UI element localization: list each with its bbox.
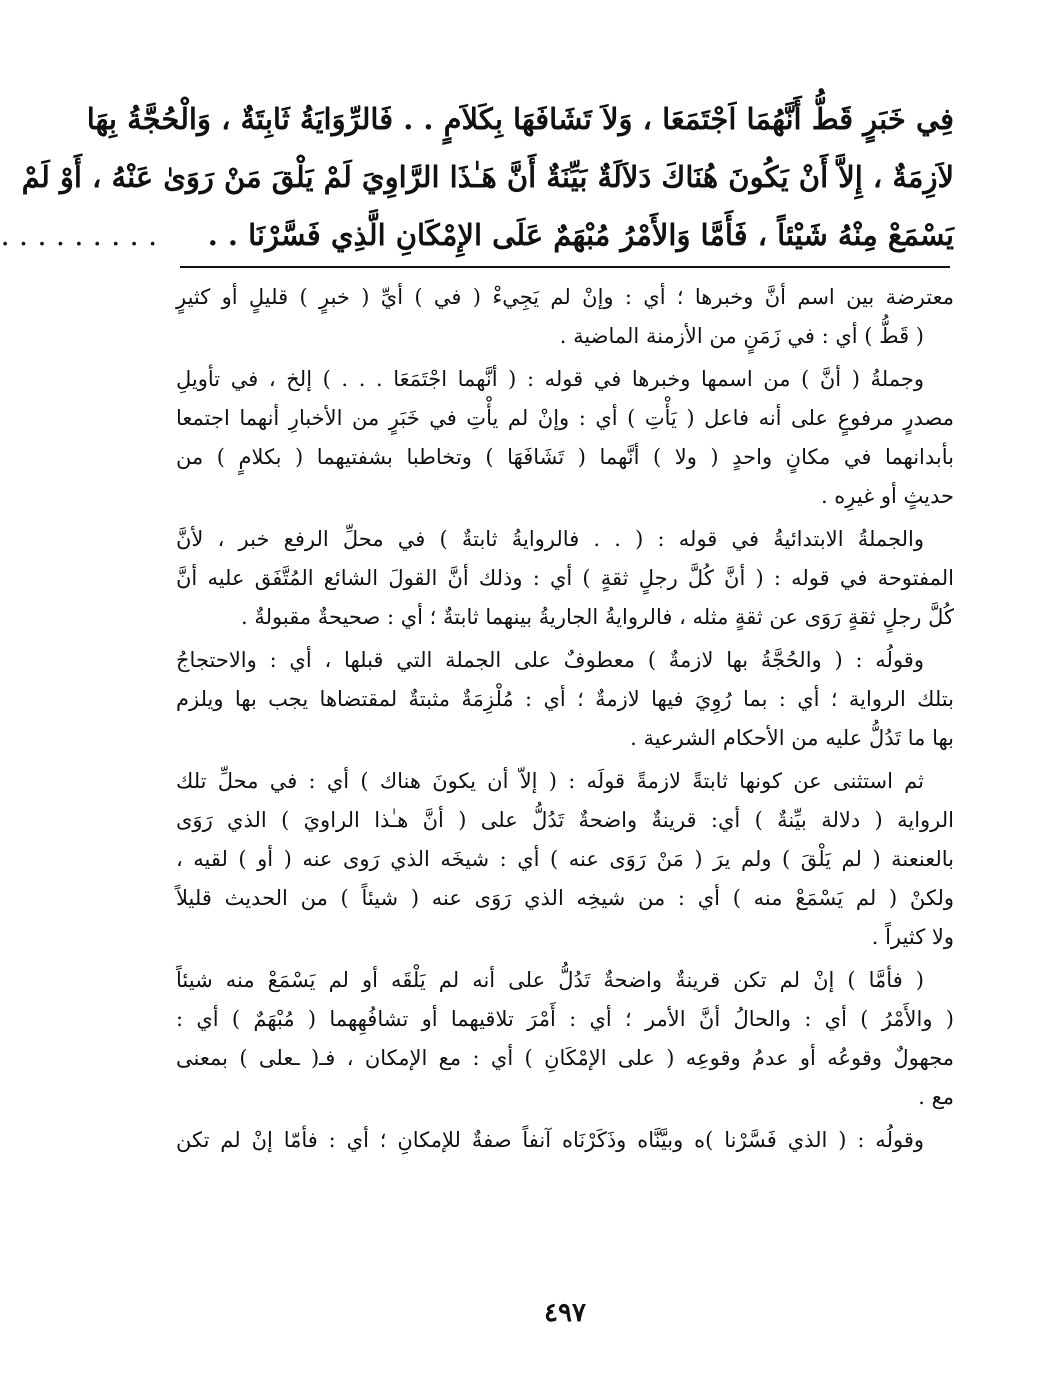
commentary-line: المفتوحة في قوله : ( أنَّ كُلَّ رجلٍ ثقةٍ ) أي : وذلك أنَّ القولَ الشائع المُتَّفَق عليه أنَّ — [176, 566, 954, 590]
commentary-line: بتلك الرواية ؛ أي : بما رُوِيَ فيها لازمةٌ ؛ أي : مُلْزِمَةٌ مثبتةٌ لمقتضاها يجب بها ويلزم — [176, 687, 954, 711]
commentary-paragraph — [176, 641, 954, 758]
commentary-line: مجهولٌ وقوعُه أو عدمُ وقوعِه ( على الإمْكَانِ ) أي : مع الإمكان ، فـ( ـعلى ) بمعنى — [176, 1046, 954, 1070]
commentary-line: ( فأمَّا ) إنْ لم تكن قرينةٌ واضحةٌ تَدُلُّ على أنه لم يَلْقَه أو لم يَسْمَعْ منه شيئاً — [176, 968, 924, 992]
main-text-line: لاَزِمَةٌ ، إِلاَّ أَنْ يَكُونَ هُنَاكَ دَلاَلَةٌ بَيِّنَةٌ أَنَّ هَـٰذَا الرَّاوِيَ لَمْ يَلْقَ مَنْ رَوَىٰ عَنْهُ ، أَوْ لَمْ — [21, 160, 954, 194]
commentary-line: وقولُه : ( والحُجَّةُ بها لازمةٌ ) معطوفٌ على الجملة التي قبلها ، أي : والاحتجاجُ — [176, 648, 924, 672]
main-text-line-text: يَسْمَعْ مِنْهُ شَيْئاً ، فَأَمَّا وَالأَمْرُ مُبْهَمٌ عَلَى الإِمْكَانِ الَّذِي فَسَّرْنَا . . — [207, 218, 954, 252]
commentary-paragraph — [176, 360, 954, 516]
commentary-paragraph — [176, 520, 954, 637]
commentary-line: كُلَّ رجلٍ ثقةٍ رَوَى عن ثقةٍ مثله ، فالروايةُ الجاريةُ بينهما ثابتةٌ ؛ أي : صحيحةٌ مقبولةٌ . — [241, 605, 954, 629]
commentary-line: وجملةُ ( أنَّ ) من اسمها وخبرها في قوله : ( أنَّهما اجْتَمَعَا . . . ) إلخ ، في تأويلِ — [176, 367, 924, 391]
commentary-line: معترضة بين اسم أنَّ وخبرها ؛ أي : وإنْ لم يَجِيءْ ( في ) أيِّ ( خبرٍ ) قليلٍ أو كثيرٍ — [176, 285, 954, 309]
commentary-line: ( والأَمْرُ ) أي : والحالُ أنَّ الأمر ؛ أي : أَمْرَ تلاقيهما أو تشافُهِهما ( مُبْهَمٌ ) أي : — [176, 1007, 954, 1031]
commentary-line: والجملةُ الابتدائيةُ في قوله : ( . . فالروايةُ ثابتةٌ ) في محلِّ الرفع خبر ، لأنَّ — [176, 527, 924, 551]
commentary-line: ( قَطُّ ) أي : في زَمَنٍ من الأزمنة الماضية . — [559, 324, 924, 348]
commentary-paragraph — [176, 762, 954, 957]
main-text-line — [0, 206, 954, 264]
commentary-line: ثم استثنى عن كونها ثابتةً لازمةً قولَه : ( إلاّ أن يكونَ هناك ) أي : في محلِّ تلك — [176, 769, 924, 793]
separator-rule — [180, 266, 950, 268]
commentary-line: مع . — [918, 1085, 954, 1109]
commentary-line: ولا كثيراً . — [871, 925, 954, 949]
commentary-line: وقولُه : ( الذي فَسَّرْنا )ه وبيَّنَّاه وذَكَرْنَاه آنفاً صفةٌ للإمكانِ ؛ أي : فأمّا إنْ لم تكن — [176, 1128, 924, 1152]
commentary-line: مصدرٍ مرفوعٍ على أنه فاعل ( يَأْتِ ) أي : وإنْ لم يأْتِ في خَبَرٍ من الأخبارِ أنهما اجتمعا — [176, 406, 954, 430]
commentary-line: بها ما تَدُلُّ عليه من الأحكام الشرعية . — [630, 726, 954, 750]
commentary-paragraph — [176, 278, 954, 356]
commentary-paragraph — [176, 961, 954, 1117]
trailing-dots: . . . . . . . . . — [0, 218, 158, 252]
page-number: ٤٩٧ — [544, 1298, 586, 1328]
commentary-line: بأبدانهما في مكانٍ واحدٍ ( ولا ) أنَّهما ( تَشَافَهَا ) وتخاطبا بشفتيهما ( بكلامٍ ) من — [176, 445, 954, 469]
commentary-line: حديثٍ أو غيرِه . — [820, 484, 954, 508]
main-text-block — [0, 90, 954, 264]
commentary-paragraph — [176, 1121, 954, 1160]
commentary-line: بالعنعنة ( لم يَلْقَ ) ولم يرَ ( مَنْ رَوَى عنه ) أي : شيخَه الذي رَوى عنه ( أو ) لقيه ، — [176, 847, 954, 871]
commentary-line: ولكنْ ( لم يَسْمَعْ منه ) أي : من شيخِه الذي رَوَى عنه ( شيئاً ) من الحديث قليلاً — [176, 886, 954, 910]
commentary-block — [176, 278, 954, 1164]
commentary-line: الرواية ( دلالة بيِّنةٌ ) أي: قرينةٌ واضحةٌ تَدُلُّ على ( أنَّ هـٰذا الراويَ ) الذي رَوَى — [176, 808, 954, 832]
main-text-line: فِي خَبَرٍ قَطُّ أَنَّهُمَا اَجْتَمَعَا ، وَلاَ تَشَافَهَا بِكَلاَمٍ . . فَالرِّوَايَةُ ثَابِتَةٌ ، وَالْحُجَّةُ بِهَا — [86, 102, 954, 136]
